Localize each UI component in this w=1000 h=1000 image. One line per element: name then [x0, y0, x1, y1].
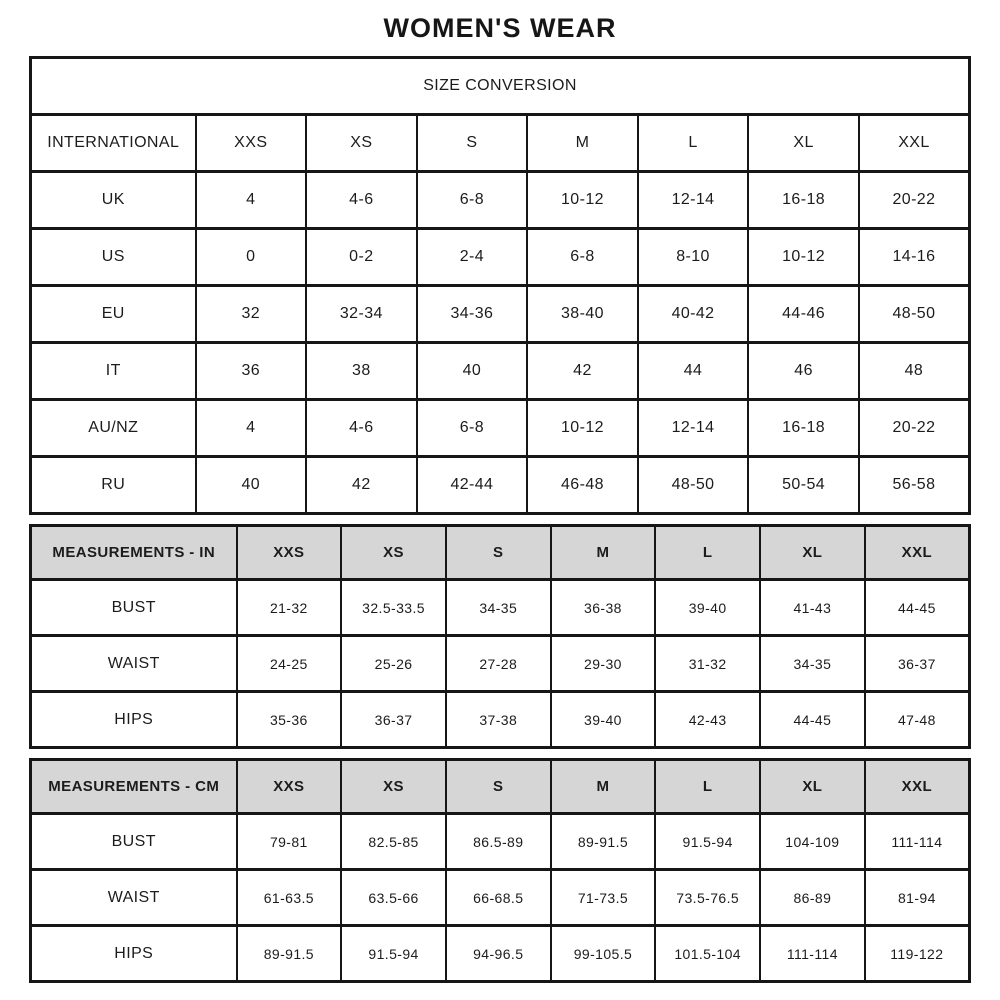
category-label-cell: RU: [31, 457, 196, 514]
size-value-cell: 32-34: [306, 286, 417, 343]
header-row: [31, 526, 970, 580]
size-column-header: M: [551, 526, 656, 580]
size-value-cell: 36-37: [341, 692, 446, 748]
size-value-cell: 36-37: [865, 636, 970, 692]
size-value-cell: 82.5-85: [341, 814, 446, 870]
size-value-cell: 86.5-89: [446, 814, 551, 870]
size-column-header: M: [551, 760, 656, 814]
table-row: [31, 926, 970, 982]
size-value-cell: 25-26: [341, 636, 446, 692]
table-row: [31, 636, 970, 692]
size-value-cell: 40-42: [638, 286, 749, 343]
size-value-cell: 48-50: [859, 286, 970, 343]
size-value-cell: 32.5-33.5: [341, 580, 446, 636]
size-value-cell: 71-73.5: [551, 870, 656, 926]
size-value-cell: 16-18: [748, 172, 859, 229]
size-value-cell: 44: [638, 343, 749, 400]
size-value-cell: 44-45: [865, 580, 970, 636]
size-value-cell: 86-89: [760, 870, 865, 926]
size-value-cell: 42-43: [655, 692, 760, 748]
size-value-cell: 94-96.5: [446, 926, 551, 982]
size-value-cell: 111-114: [760, 926, 865, 982]
size-value-cell: 41-43: [760, 580, 865, 636]
size-column-header: XL: [760, 760, 865, 814]
size-value-cell: 104-109: [760, 814, 865, 870]
table-row: [31, 457, 970, 514]
size-value-cell: 4: [196, 172, 307, 229]
size-column-header: XS: [341, 526, 446, 580]
size-value-cell: 46-48: [527, 457, 638, 514]
table-row: [31, 229, 970, 286]
size-value-cell: 89-91.5: [551, 814, 656, 870]
size-value-cell: 44-46: [748, 286, 859, 343]
size-value-cell: 37-38: [446, 692, 551, 748]
size-value-cell: 36-38: [551, 580, 656, 636]
size-value-cell: 79-81: [237, 814, 342, 870]
size-column-header: M: [527, 115, 638, 172]
size-conversion-banner: SIZE CONVERSION: [31, 58, 970, 115]
size-value-cell: 14-16: [859, 229, 970, 286]
size-column-header: XXL: [865, 526, 970, 580]
table-row: [31, 692, 970, 748]
size-column-header: S: [417, 115, 528, 172]
size-value-cell: 111-114: [865, 814, 970, 870]
size-value-cell: 39-40: [655, 580, 760, 636]
size-value-cell: 42: [306, 457, 417, 514]
size-value-cell: 4-6: [306, 400, 417, 457]
size-value-cell: 6-8: [527, 229, 638, 286]
page-title: WOMEN'S WEAR: [383, 13, 617, 43]
category-label-cell: BUST: [31, 580, 237, 636]
size-column-header: S: [446, 526, 551, 580]
size-value-cell: 2-4: [417, 229, 528, 286]
size-value-cell: 29-30: [551, 636, 656, 692]
table-row: [31, 400, 970, 457]
size-value-cell: 38: [306, 343, 417, 400]
category-label-cell: BUST: [31, 814, 237, 870]
header-row: [31, 115, 970, 172]
size-value-cell: 73.5-76.5: [655, 870, 760, 926]
size-value-cell: 20-22: [859, 172, 970, 229]
size-column-header: L: [655, 760, 760, 814]
size-value-cell: 91.5-94: [341, 926, 446, 982]
size-value-cell: 0: [196, 229, 307, 286]
size-value-cell: 16-18: [748, 400, 859, 457]
category-label-cell: EU: [31, 286, 196, 343]
size-column-header: XXL: [859, 115, 970, 172]
size-value-cell: 31-32: [655, 636, 760, 692]
size-value-cell: 44-45: [760, 692, 865, 748]
row-header-label: INTERNATIONAL: [31, 115, 196, 172]
size-column-header: L: [638, 115, 749, 172]
size-value-cell: 10-12: [527, 400, 638, 457]
size-value-cell: 42-44: [417, 457, 528, 514]
size-column-header: XXL: [865, 760, 970, 814]
size-value-cell: 46: [748, 343, 859, 400]
category-label-cell: WAIST: [31, 636, 237, 692]
category-label-cell: AU/NZ: [31, 400, 196, 457]
size-conversion-banner-row: [31, 58, 970, 115]
size-value-cell: 35-36: [237, 692, 342, 748]
size-value-cell: 42: [527, 343, 638, 400]
size-value-cell: 10-12: [527, 172, 638, 229]
size-value-cell: 89-91.5: [237, 926, 342, 982]
size-value-cell: 10-12: [748, 229, 859, 286]
size-value-cell: 56-58: [859, 457, 970, 514]
size-conversion-table: [29, 56, 971, 515]
measurements-cm-table: [29, 758, 971, 983]
size-value-cell: 47-48: [865, 692, 970, 748]
size-value-cell: 24-25: [237, 636, 342, 692]
measurements-in-table: [29, 524, 971, 749]
size-value-cell: 119-122: [865, 926, 970, 982]
row-header-label: MEASUREMENTS - IN: [31, 526, 237, 580]
category-label-cell: US: [31, 229, 196, 286]
size-value-cell: 20-22: [859, 400, 970, 457]
table-row: [31, 814, 970, 870]
size-column-header: XS: [341, 760, 446, 814]
table-row: [31, 343, 970, 400]
category-label-cell: HIPS: [31, 692, 237, 748]
category-label-cell: UK: [31, 172, 196, 229]
size-value-cell: 32: [196, 286, 307, 343]
size-column-header: L: [655, 526, 760, 580]
size-column-header: S: [446, 760, 551, 814]
size-column-header: XL: [748, 115, 859, 172]
size-value-cell: 4-6: [306, 172, 417, 229]
size-value-cell: 6-8: [417, 400, 528, 457]
size-value-cell: 34-35: [760, 636, 865, 692]
row-header-label: MEASUREMENTS - CM: [31, 760, 237, 814]
size-value-cell: 99-105.5: [551, 926, 656, 982]
size-value-cell: 27-28: [446, 636, 551, 692]
size-value-cell: 50-54: [748, 457, 859, 514]
size-value-cell: 101.5-104: [655, 926, 760, 982]
size-value-cell: 48: [859, 343, 970, 400]
category-label-cell: IT: [31, 343, 196, 400]
size-value-cell: 0-2: [306, 229, 417, 286]
size-column-header: XXS: [196, 115, 307, 172]
size-column-header: XXS: [237, 526, 342, 580]
size-column-header: XS: [306, 115, 417, 172]
table-row: [31, 286, 970, 343]
size-value-cell: 61-63.5: [237, 870, 342, 926]
size-value-cell: 8-10: [638, 229, 749, 286]
size-value-cell: 40: [196, 457, 307, 514]
size-value-cell: 36: [196, 343, 307, 400]
table-row: [31, 870, 970, 926]
size-value-cell: 12-14: [638, 172, 749, 229]
size-value-cell: 63.5-66: [341, 870, 446, 926]
size-value-cell: 38-40: [527, 286, 638, 343]
size-value-cell: 21-32: [237, 580, 342, 636]
size-value-cell: 34-36: [417, 286, 528, 343]
category-label-cell: WAIST: [31, 870, 237, 926]
size-value-cell: 39-40: [551, 692, 656, 748]
size-value-cell: 6-8: [417, 172, 528, 229]
size-value-cell: 40: [417, 343, 528, 400]
size-value-cell: 12-14: [638, 400, 749, 457]
header-row: [31, 760, 970, 814]
size-value-cell: 48-50: [638, 457, 749, 514]
size-value-cell: 91.5-94: [655, 814, 760, 870]
category-label-cell: HIPS: [31, 926, 237, 982]
size-value-cell: 4: [196, 400, 307, 457]
table-row: [31, 172, 970, 229]
size-value-cell: 34-35: [446, 580, 551, 636]
size-value-cell: 81-94: [865, 870, 970, 926]
size-column-header: XL: [760, 526, 865, 580]
size-column-header: XXS: [237, 760, 342, 814]
table-row: [31, 580, 970, 636]
size-value-cell: 66-68.5: [446, 870, 551, 926]
